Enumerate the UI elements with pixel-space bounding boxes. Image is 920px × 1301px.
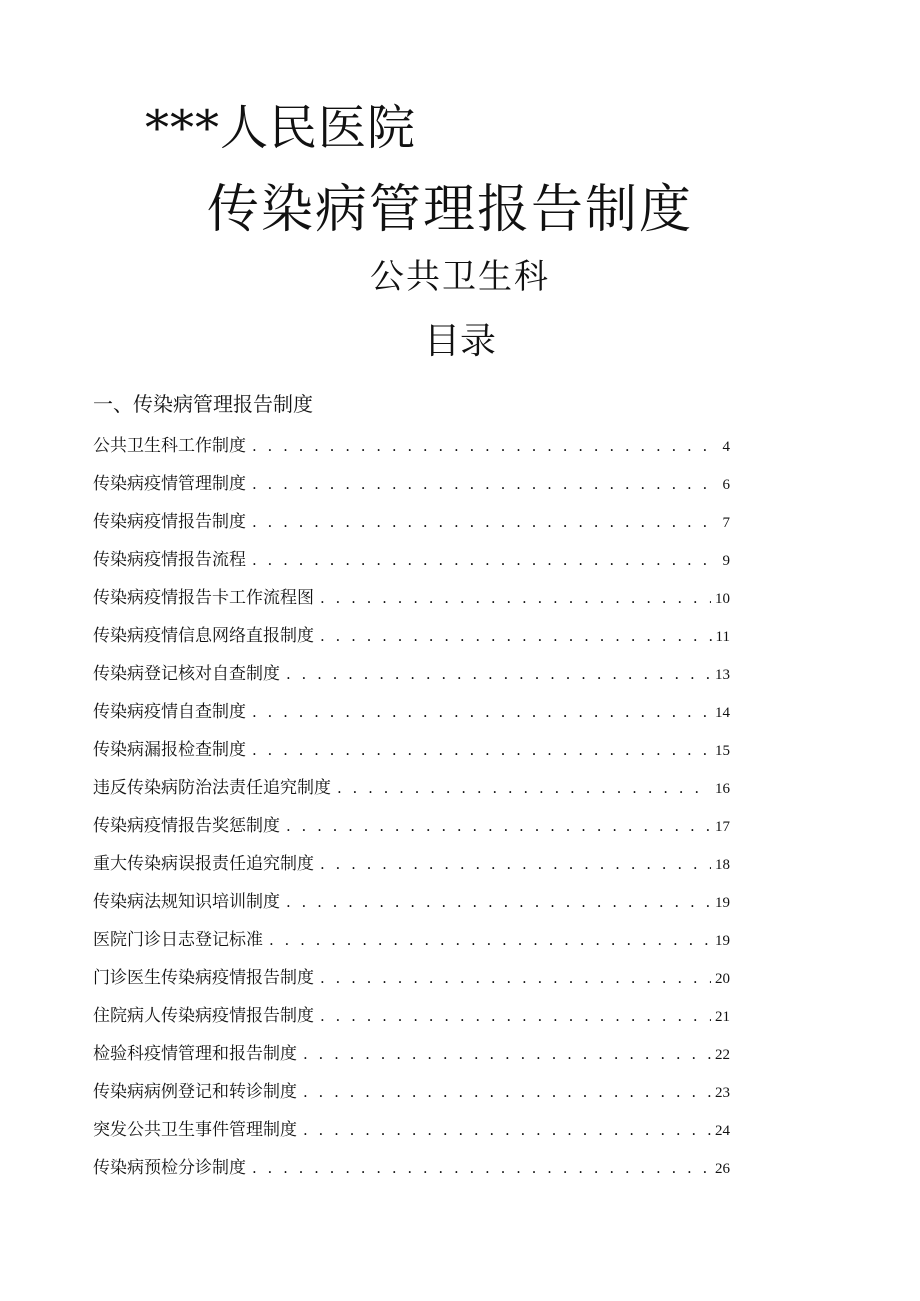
toc-entry-label: 传染病登记核对自查制度 (93, 664, 280, 684)
toc-entry[interactable] (93, 1116, 730, 1154)
toc-entry[interactable] (93, 660, 730, 698)
toc-entry-label: 违反传染病防治法责任追究制度 (93, 778, 331, 798)
toc-entry-page: 10 (715, 591, 730, 607)
toc-entry[interactable] (93, 812, 730, 850)
toc-entry-label: 传染病疫情报告卡工作流程图 (93, 588, 314, 608)
toc-entry-label: 传染病法规知识培训制度 (93, 892, 280, 912)
toc-entry[interactable] (93, 1154, 730, 1192)
toc-dot-leader (303, 1040, 711, 1068)
toc-entry[interactable] (93, 698, 730, 736)
toc-dot-leader (286, 812, 711, 840)
toc-entry-page: 26 (715, 1161, 730, 1177)
toc-entry-page: 21 (715, 1009, 730, 1025)
toc-entry-page: 13 (715, 667, 730, 683)
toc-dot-leader (337, 774, 711, 802)
toc-entry-page: 15 (715, 743, 730, 759)
toc-entry-label: 传染病疫情报告制度 (93, 512, 246, 532)
toc-dot-leader (252, 1154, 711, 1182)
toc-entry[interactable] (93, 584, 730, 622)
toc-entry-page: 4 (722, 439, 730, 455)
toc-entry-label: 检验科疫情管理和报告制度 (93, 1044, 297, 1064)
toc-dot-leader (320, 850, 711, 878)
toc-entry[interactable] (93, 432, 730, 470)
toc-entry[interactable] (93, 470, 730, 508)
toc-entry[interactable] (93, 888, 730, 926)
toc-entry[interactable] (93, 774, 730, 812)
department-name: 公共卫生科 (370, 257, 550, 297)
toc-dot-leader (320, 622, 712, 650)
document-title: 传染病管理报告制度 (207, 180, 694, 240)
toc-entry-page: 23 (715, 1085, 730, 1101)
toc-entry-page: 11 (715, 629, 730, 645)
toc-entry-label: 传染病疫情管理制度 (93, 474, 246, 494)
toc-entry[interactable] (93, 736, 730, 774)
toc-entry[interactable] (93, 508, 730, 546)
toc-entry-page: 19 (715, 895, 730, 911)
toc-entry-page: 14 (715, 705, 730, 721)
toc-dot-leader (320, 1002, 711, 1030)
toc-dot-leader (252, 736, 711, 764)
toc-entry-label: 门诊医生传染病疫情报告制度 (93, 968, 314, 988)
toc-dot-leader (252, 470, 719, 498)
toc-entry[interactable] (93, 1040, 730, 1078)
toc-entry-page: 19 (715, 933, 730, 949)
toc-dot-leader (303, 1116, 711, 1144)
toc-entry-page: 17 (715, 819, 730, 835)
toc-entry-label: 传染病疫情报告流程 (93, 550, 246, 570)
toc-entry-label: 住院病人传染病疫情报告制度 (93, 1006, 314, 1026)
toc-list (93, 432, 730, 1192)
toc-entry-label: 传染病预检分诊制度 (93, 1158, 246, 1178)
toc-entry-label: 传染病漏报检查制度 (93, 740, 246, 760)
toc-dot-leader (252, 546, 719, 574)
toc-title: 目录 (423, 321, 496, 362)
toc-entry-page: 18 (715, 857, 730, 873)
toc-entry-page: 6 (722, 477, 730, 493)
toc-dot-leader (269, 926, 711, 954)
toc-entry[interactable] (93, 1078, 730, 1116)
toc-entry[interactable] (93, 964, 730, 1002)
toc-entry-page: 20 (715, 971, 730, 987)
toc-entry-label: 突发公共卫生事件管理制度 (93, 1120, 297, 1140)
toc-dot-leader (286, 660, 711, 688)
toc-entry[interactable] (93, 1002, 730, 1040)
toc-entry[interactable] (93, 546, 730, 584)
toc-dot-leader (252, 698, 711, 726)
toc-entry[interactable] (93, 622, 730, 660)
toc-entry[interactable] (93, 926, 730, 964)
toc-entry-label: 传染病疫情自查制度 (93, 702, 246, 722)
toc-entry-label: 传染病病例登记和转诊制度 (93, 1082, 297, 1102)
toc-entry-label: 传染病疫情报告奖惩制度 (93, 816, 280, 836)
toc-entry-page: 7 (722, 515, 730, 531)
hospital-name: ***人民医院 (145, 100, 417, 156)
toc-entry-label: 医院门诊日志登记标准 (93, 930, 263, 950)
toc-dot-leader (320, 964, 711, 992)
toc-section-heading: 一、传染病管理报告制度 (93, 392, 313, 416)
toc-entry-label: 重大传染病误报责任追究制度 (93, 854, 314, 874)
toc-entry-page: 9 (722, 553, 730, 569)
toc-dot-leader (286, 888, 711, 916)
toc-entry-page: 24 (715, 1123, 730, 1139)
toc-entry[interactable] (93, 850, 730, 888)
toc-dot-leader (320, 584, 711, 612)
toc-dot-leader (252, 432, 719, 460)
toc-dot-leader (303, 1078, 711, 1106)
toc-entry-page: 16 (715, 781, 730, 797)
toc-entry-label: 传染病疫情信息网络直报制度 (93, 626, 314, 646)
toc-entry-label: 公共卫生科工作制度 (93, 436, 246, 456)
toc-entry-page: 22 (715, 1047, 730, 1063)
toc-dot-leader (252, 508, 719, 536)
